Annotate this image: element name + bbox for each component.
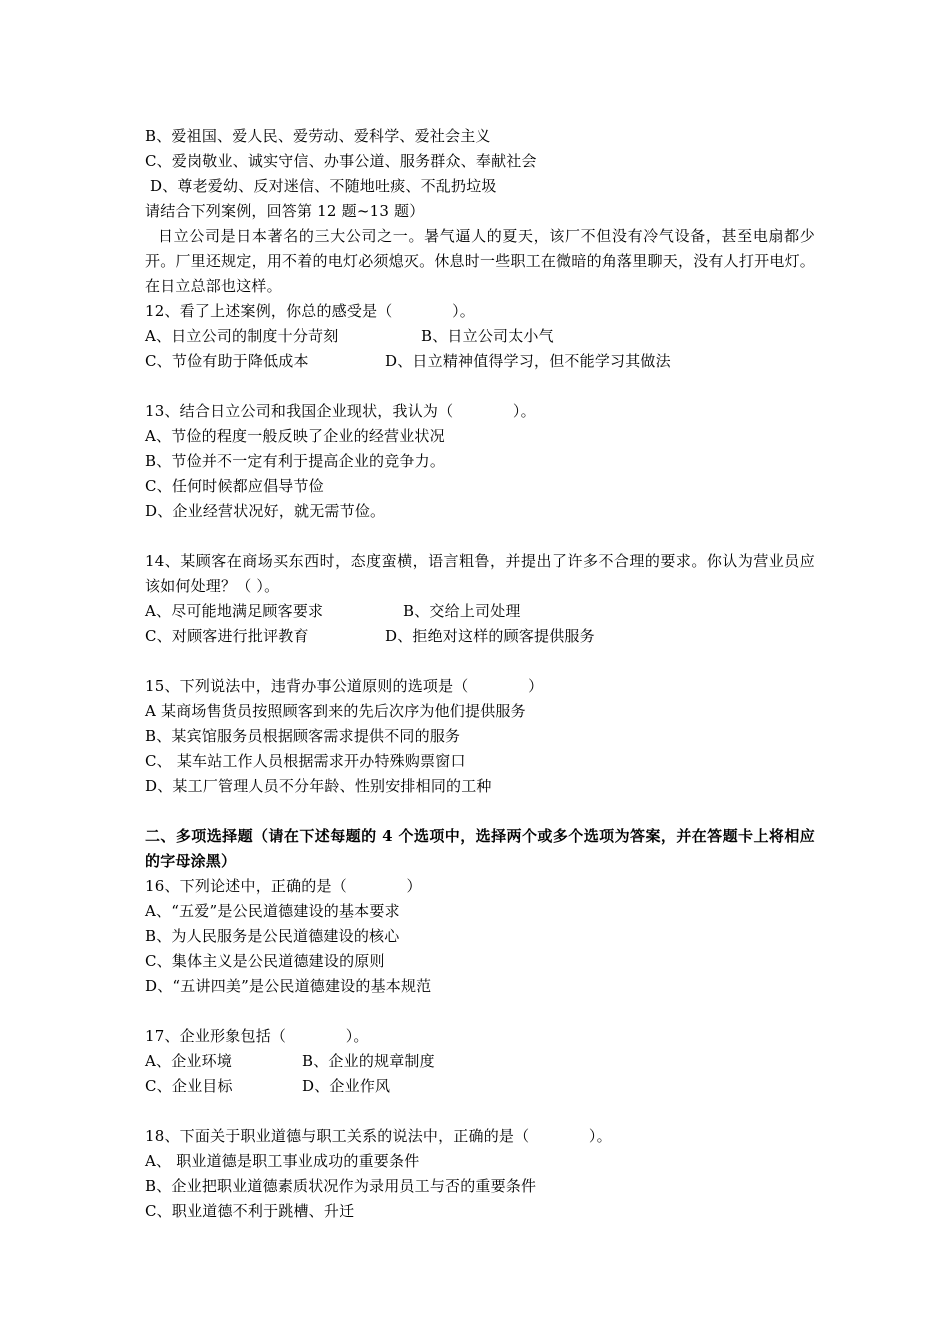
spacer: [145, 1099, 815, 1124]
option-a: A、 职业道德是职工事业成功的重要条件: [145, 1152, 420, 1170]
option-d: D、企业作风: [302, 1077, 391, 1095]
option-c: C、对顾客进行批评教育: [145, 627, 309, 645]
question-13: 13、结合日立公司和我国企业现状，我认为（ ）。: [145, 402, 536, 420]
spacer: [145, 649, 815, 674]
option-d: D、“五讲四美”是公民道德建设的基本规范: [145, 977, 432, 995]
case-paragraph: 日立公司是日本著名的三大公司之一。暑气逼人的夏天，该厂不但没有冷气设备，甚至电扇都少开。厂里还规定，用不着的电灯必须熄灭。休息时一些职工在微暗的角落里聊天，没有人打开电灯。在日立总部也这样。: [145, 227, 815, 295]
option-line: B、爱祖国、爱人民、爱劳动、爱科学、爱社会主义: [145, 127, 491, 145]
question-16: 16、下列论述中，正确的是（ ）: [145, 877, 422, 895]
option-c: C、企业目标: [145, 1077, 233, 1095]
options-row: [145, 349, 815, 374]
options-row: [145, 624, 815, 649]
option-c: C、集体主义是公民道德建设的原则: [145, 952, 385, 970]
option-a: A 某商场售货员按照顾客到来的先后次序为他们提供服务: [145, 702, 526, 720]
spacer: [145, 524, 815, 549]
option-a: A、日立公司的制度十分苛刻: [145, 327, 339, 345]
option-c: C、 某车站工作人员根据需求开办特殊购票窗口: [145, 752, 466, 770]
option-a: A、节俭的程度一般反映了企业的经营业状况: [145, 427, 445, 445]
options-row: [145, 1074, 815, 1099]
option-c: C、节俭有助于降低成本: [145, 352, 309, 370]
option-b: B、企业的规章制度: [302, 1052, 435, 1070]
question-17: 17、企业形象包括（ ）。: [145, 1027, 369, 1045]
spacer: [145, 799, 815, 824]
option-b: B、企业把职业道德素质状况作为录用员工与否的重要条件: [145, 1177, 537, 1195]
question-18: 18、下面关于职业道德与职工关系的说法中，正确的是（ ）。: [145, 1127, 612, 1145]
document-page: [145, 124, 815, 1224]
option-line: C、爱岗敬业、诚实守信、办事公道、服务群众、奉献社会: [145, 152, 537, 170]
spacer: [145, 999, 815, 1024]
option-c: C、职业道德不利于跳槽、升迁: [145, 1202, 355, 1220]
options-row: [145, 324, 815, 349]
options-row: [145, 1049, 815, 1074]
option-a: A、尽可能地满足顾客要求: [145, 602, 324, 620]
option-b: B、节俭并不一定有利于提高企业的竞争力。: [145, 452, 446, 470]
option-d: D、企业经营状况好，就无需节俭。: [145, 502, 386, 520]
option-b: B、某宾馆服务员根据顾客需求提供不同的服务: [145, 727, 461, 745]
option-a: A、企业环境: [145, 1052, 233, 1070]
question-14: 14、某顾客在商场买东西时，态度蛮横，语言粗鲁，并提出了许多不合理的要求。你认为营业员应该如何处理？（ ）。: [145, 552, 815, 595]
option-line: D、尊老爱幼、反对迷信、不随地吐痰、不乱扔垃圾: [145, 177, 497, 195]
option-c: C、任何时候都应倡导节俭: [145, 477, 324, 495]
option-d: D、日立精神值得学习，但不能学习其做法: [385, 352, 671, 370]
option-a: A、“五爱”是公民道德建设的基本要求: [145, 902, 400, 920]
option-d: D、某工厂管理人员不分年龄、性别安排相同的工种: [145, 777, 492, 795]
option-b: B、日立公司太小气: [421, 327, 554, 345]
option-b: B、为人民服务是公民道德建设的核心: [145, 927, 400, 945]
case-instruction: 请结合下列案例，回答第 12 题~13 题）: [145, 202, 425, 220]
question-15: 15、下列说法中，违背办事公道原则的选项是（ ）: [145, 677, 544, 695]
option-b: B、交给上司处理: [403, 602, 521, 620]
question-12: 12、看了上述案例，你总的感受是（ ）。: [145, 302, 476, 320]
section-heading: 二、多项选择题（请在下述每题的 4 个选项中，选择两个或多个选项为答案，并在答题卡上将相应的字母涂黑）: [145, 827, 815, 870]
spacer: [145, 374, 815, 399]
option-d: D、拒绝对这样的顾客提供服务: [385, 627, 595, 645]
options-row: [145, 599, 815, 624]
